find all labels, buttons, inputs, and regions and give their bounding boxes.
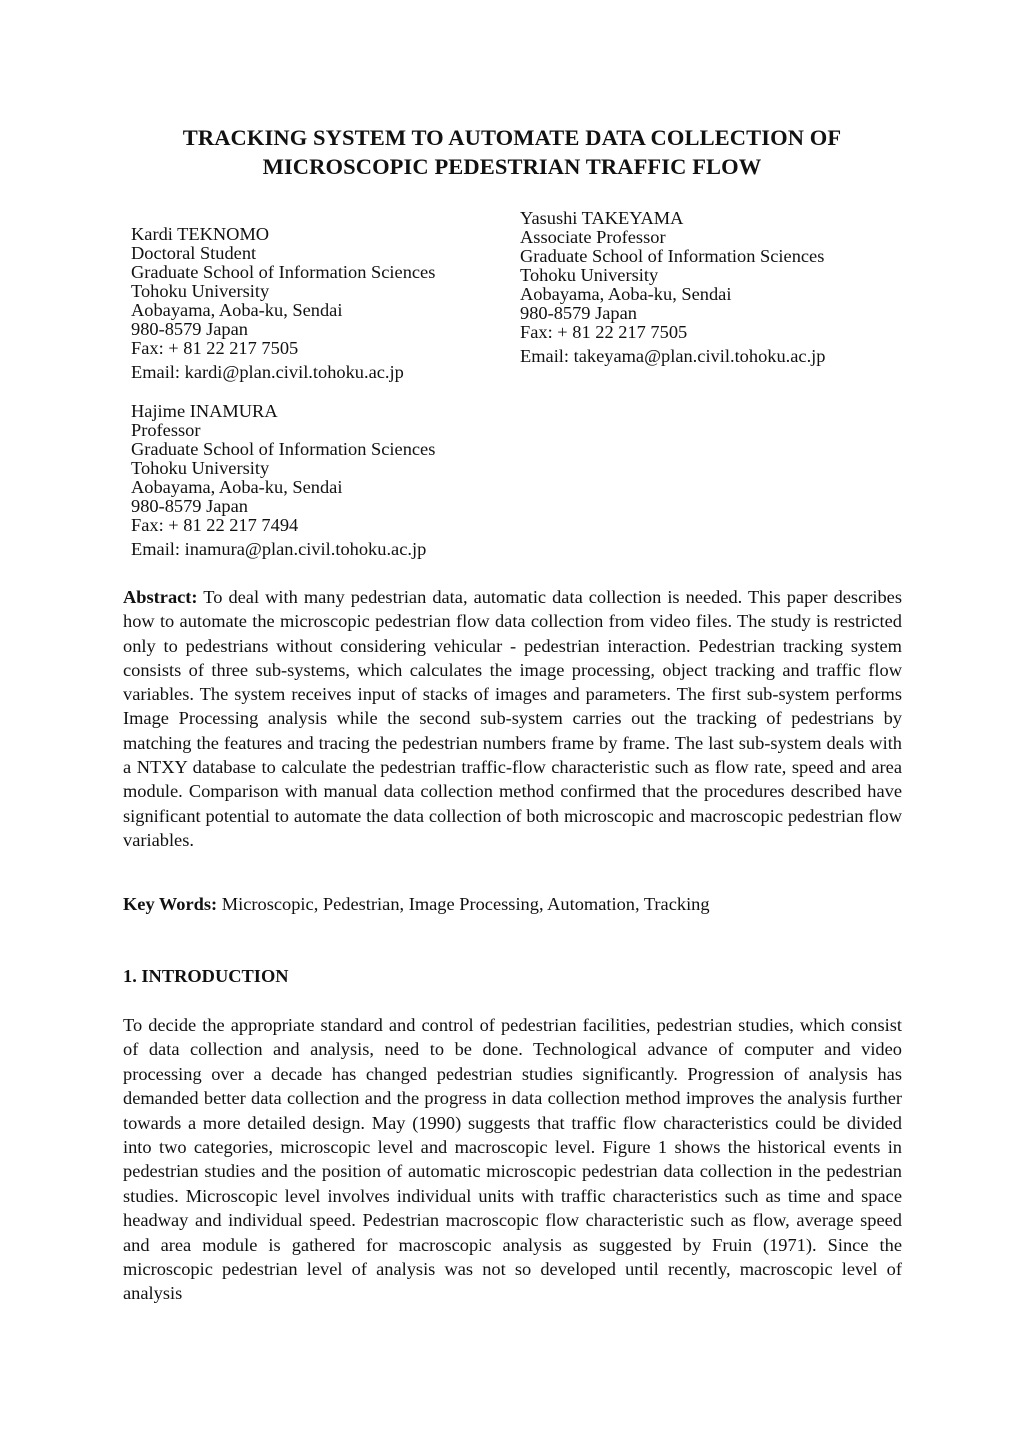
abstract-label: Abstract:	[123, 587, 198, 607]
author-block-inamura	[131, 402, 435, 559]
author-school: Graduate School of Information Sciences	[520, 246, 825, 266]
author-university: Tohoku University	[131, 458, 270, 478]
paper-title	[110, 123, 914, 181]
keywords-section	[123, 892, 902, 916]
keywords-text: Microscopic, Pedestrian, Image Processing, Automation, Tracking	[221, 894, 710, 914]
author-email: Email: kardi@plan.civil.tohoku.ac.jp	[131, 362, 404, 382]
author-postcode: 980-8579 Japan	[520, 303, 637, 323]
abstract-section	[123, 585, 902, 852]
title-line-2: MICROSCOPIC PEDESTRIAN TRAFFIC FLOW	[262, 154, 762, 179]
keywords-label: Key Words:	[123, 894, 218, 914]
author-position: Associate Professor	[520, 227, 666, 247]
abstract-text: To deal with many pedestrian data, automatic data collection is needed. This paper describes how to automate the microscopic pedestrian flow data collection from video files. The study is restricted only to pedestrians without considering vehicular - pedestrian interaction. Pedestrian tracking system consists of three sub-systems, which calculates the image processing, object tracking and traffic flow variables. The system receives input of stacks of images and parameters. The first sub-system performs Image Processing analysis while the second sub-system carries out the tracking of pedestrians by matching the features and tracing the pedestrian numbers frame by frame. The last sub-system deals with a NTXY database to calculate the pedestrian traffic-flow characteristic such as flow rate, speed and area module. Comparison with manual data collection method confirmed that the procedures described have significant potential to automate the data collection of both microscopic and macroscopic pedestrian flow variables.	[123, 587, 903, 850]
author-position: Doctoral Student	[131, 243, 257, 263]
author-name: Kardi TEKNOMO	[131, 224, 270, 244]
author-address: Aobayama, Aoba-ku, Sendai	[131, 300, 343, 320]
author-email: Email: inamura@plan.civil.tohoku.ac.jp	[131, 539, 427, 559]
author-school: Graduate School of Information Sciences	[131, 262, 436, 282]
author-university: Tohoku University	[131, 281, 270, 301]
introduction-paragraph: To decide the appropriate standard and control of pedestrian facilities, pedestrian studies, which consist of data collection and analysis, need to be done. Technological advance of computer and video processing over a decade has changed pedestrian studies significantly. Progression of analysis has demanded better data collection and the progress in data collection method improves the analysis further towards a more detailed design. May (1990) suggests that traffic flow characteristics could be divided into two categories, microscopic level and macroscopic level. Figure 1 shows the historical events in pedestrian studies and the position of automatic microscopic pedestrian data collection in the pedestrian studies. Microscopic level involves individual units with traffic characteristics such as time and space headway and individual speed. Pedestrian macroscopic flow characteristic such as flow, average speed and area module is gathered for macroscopic analysis as suggested by Fruin (1971). Since the microscopic pedestrian level of analysis was not so developed until recently, macroscopic level of analysis	[123, 1015, 902, 1304]
author-fax: Fax: + 81 22 217 7494	[131, 515, 299, 535]
author-fax: Fax: + 81 22 217 7505	[520, 322, 688, 342]
author-university: Tohoku University	[520, 265, 659, 285]
author-address: Aobayama, Aoba-ku, Sendai	[520, 284, 732, 304]
author-address: Aobayama, Aoba-ku, Sendai	[131, 477, 343, 497]
author-position: Professor	[131, 420, 201, 440]
author-school: Graduate School of Information Sciences	[131, 439, 436, 459]
author-postcode: 980-8579 Japan	[131, 319, 248, 339]
title-line-1: TRACKING SYSTEM TO AUTOMATE DATA COLLECTION OF	[182, 125, 842, 150]
abstract-paragraph	[123, 585, 902, 852]
author-postcode: 980-8579 Japan	[131, 496, 248, 516]
author-block-teknomo	[131, 225, 435, 382]
author-fax: Fax: + 81 22 217 7505	[131, 338, 299, 358]
author-block-takeyama	[520, 209, 825, 366]
section-heading-introduction: 1. INTRODUCTION	[123, 966, 289, 986]
introduction-body	[123, 1013, 902, 1306]
author-name: Yasushi TAKEYAMA	[520, 208, 684, 228]
author-email: Email: takeyama@plan.civil.tohoku.ac.jp	[520, 346, 826, 366]
author-name: Hajime INAMURA	[131, 401, 278, 421]
